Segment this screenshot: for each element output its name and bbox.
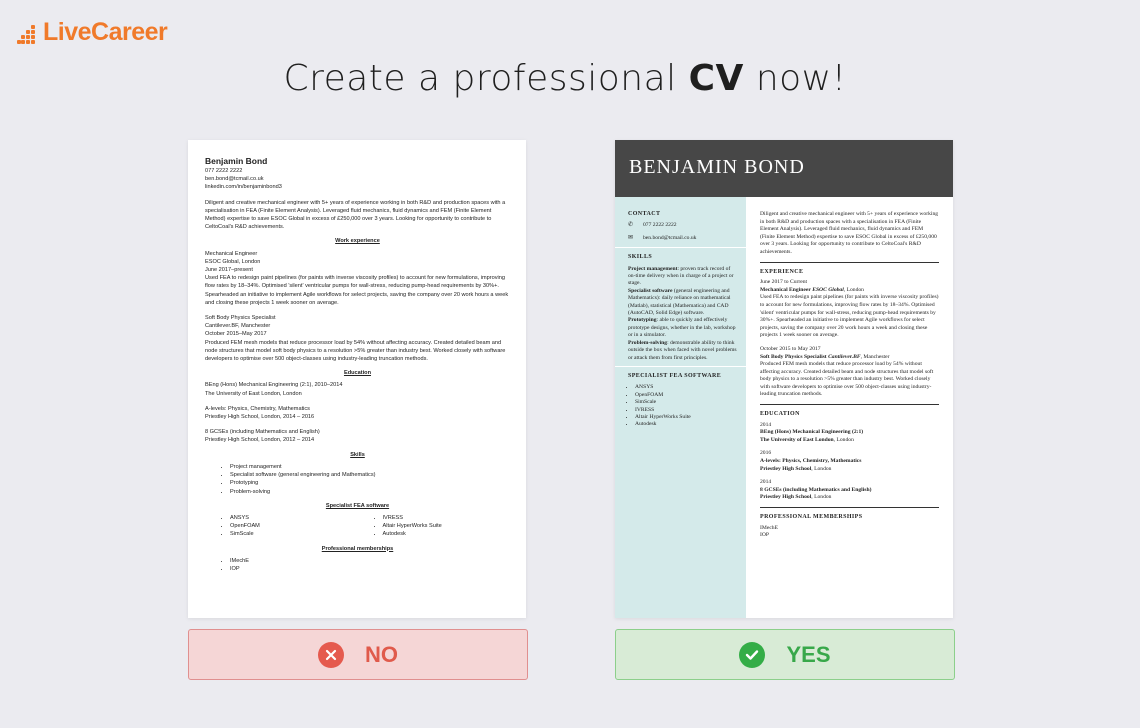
fea-list-left [205,514,358,539]
edu-school: The University of East London, London [760,436,854,443]
skill-entry: Project management: proven track record of on-time delivery when in charge of a project or stage. [628,265,734,287]
edu-line: Priestley High School, London, 2012 – 2014 [205,437,315,444]
no-label: NO [365,641,398,667]
list-item: • IVRESS [383,514,511,522]
edu-school: Priestley High School, London [760,494,832,501]
list-item: • Autodesk [383,530,511,538]
job-dates: October 2015–May 2017 [205,331,267,338]
edu-line: 8 GCSEs (including Mathematics and English) [205,429,320,436]
skill-entry: Specialist software (general engineering and Mathematics): daily reliance on mathematical (Matlab), statistical (Mathematica) and CAD (AutoCAD, Solid Edge) software. [628,287,731,317]
edu-school: Priestley High School, London [760,465,832,472]
job-title: Mechanical Engineer ESOC Global, London [760,286,864,293]
cv-summary: Diligent and creative mechanical engineer with 5+ years of experience working in both R&D and production spaces with a specialisation in FEA (Finite Element Analysis). Leveraged fluid mechanics, fluid dynamics and FEM (Finite Element Method) expertise to save ESOC Global in excess of £250,000 over 3 years. Looking for opportunity to contribute to CeltoCoal's R&D achievements. [205,199,506,231]
logo-mark-icon [17,21,39,45]
job-description: Produced FEM mesh models that reduce processor load by 54% without affecting accuracy. Created detailed beam and node structures that model soft body physics to a resolution >5% greater than industry best. Worked closely with software developers to optimise over 500 object-classes using industry-leading truncation methods. [760,361,934,398]
edu-degree: 8 GCSEs (including Mathematics and English) [760,486,872,493]
list-item: • IMechE [230,557,510,565]
job-description: Used FEA to redesign paint pipelines (for paints with inverse viscosity profiles) to account for new formulations, improving flow rates by 18–34%. Optimised 'silent' ventricular pumps for wall-stress, reducing pump-head requirements by 30%+. Spearheaded an initiative to implement Agile workflows for select projects, saving the company over 20 work hours a week and closing these projects 1 week sooner on average. [205,275,509,306]
cv-section-heading: Skills [350,451,365,458]
fea-list-right [358,514,511,539]
page-title: Create a professional CV now! [283,58,847,99]
list-item: • ANSYS [635,384,738,391]
edu-line: The University of East London, London [205,390,302,397]
list-item: • OpenFOAM [230,522,358,530]
job-dates: October 2015 to May 2017 [760,345,821,352]
cv-section-heading: PROFESSIONAL MEMBERSHIPS [760,514,863,520]
list-item: • Altair HyperWorks Suite [383,522,511,530]
cv-section-heading: SKILLS [628,254,653,261]
job-title: Mechanical Engineer [205,250,258,257]
edu-year: 2014 [760,421,772,428]
plain-cv-example [188,140,526,618]
job-description: Used FEA to redesign paint pipelines (for paints with inverse viscosity profiles) to account for new formulations, improving flow rates by 18–34%. Optimised 'silent' ventricular pumps for wall-stress, reducing pump-head requirements by 30%+. Spearheaded an initiative to implement Agile workflows for select projects, saving the company over 20 work hours a week and closing these projects 1 week sooner on average. [760,294,939,339]
cv-section-heading: SPECIALIST FEA SOFTWARE [628,372,722,379]
job-company: ESOC Global, London [205,258,261,265]
edu-line: BEng (Hons) Mechanical Engineering (2:1), 2010–2014 [205,382,343,389]
cv-main-column [746,197,953,618]
job-title: Soft Body Physics Specialist [205,315,276,322]
skill-entry: Prototyping: able to quickly and effectively prototype designs, whether in the lab, workshop or in a simulator. [628,317,736,339]
cv-section-heading: EXPERIENCE [760,268,804,275]
list-item: • IOP [230,565,510,573]
cv-linkedin: linkedin.com/in/benjaminbond3 [205,184,282,191]
membership-item: IOP [760,532,770,539]
check-icon [739,642,765,668]
email-icon: ✉ [628,234,634,241]
list-item: • Project management [230,463,510,471]
no-button[interactable] [188,629,528,680]
list-item: • Problem-solving [230,488,510,496]
cv-section-heading: EDUCATION [760,411,800,418]
job-description: Produced FEM mesh models that reduce processor load by 54% without affecting accuracy. Created detailed beam and node structures that model soft body physics to a resolution >5% greater than industry best. Worked closely with software developers to optimise over 500 object-classes using industry-leading truncation methods. [205,339,506,363]
list-item: • ANSYS [230,514,358,522]
edu-year: 2014 [760,479,772,486]
cv-sidebar [615,197,746,618]
logo-text: LiveCareer [43,18,168,46]
job-title: Soft Body Physics Specialist Cantilever.BF, Manchester [760,353,890,360]
cv-section-heading: Education [343,370,372,377]
list-item: • IVRESS [635,407,738,414]
cv-phone: 077 2222 2222 [205,168,243,174]
edu-year: 2016 [760,450,772,457]
list-item: • Autodesk [635,421,738,428]
edu-line: A-levels: Physics, Chemistry, Mathematics [205,405,310,412]
cv-summary: Diligent and creative mechanical engineer with 5+ years of experience working in both R&D and production spaces with a specialisation in FEA (Finite Element Analysis). Leveraged fluid mechanics, fluid dynamics and FEM (Finite Element Method) expertise to save ESOC Global in excess of £250,000 over 3 years. Looking for opportunity to contribute to CeltoCoal's R&D achievements. [760,211,939,255]
cv-section-heading: Work experience [335,238,380,245]
contact-phone: 077 2222 2222 [643,222,677,229]
job-dates: June 2017–present [205,267,253,274]
skill-entry: Problem-solving: demonstrable ability to think outside the box when faced with novel problems or attack them from first principles. [628,339,737,361]
cv-section-heading: Specialist FEA software [325,502,390,509]
edu-degree: A-levels: Physics, Chemistry, Mathematics [760,458,862,465]
close-icon [318,642,344,668]
membership-item: IMechE [760,524,779,531]
cv-section-heading: Professional memberships [321,545,394,552]
designed-cv-example [615,140,953,618]
edu-line: Priestley High School, London, 2014 – 2016 [205,414,315,421]
skills-list [205,463,510,496]
cv-email: ben.bond@tcmail.co.uk [205,176,264,183]
contact-email: ben.bond@tcmail.co.uk [643,234,697,241]
memberships-list [205,557,510,573]
job-dates: June 2017 to Current [760,279,808,286]
list-item: • SimScale [635,399,738,406]
fea-list [628,384,738,428]
list-item: • Specialist software (general engineering and Mathematics) [230,471,510,479]
list-item: • OpenFOAM [635,392,738,399]
edu-degree: BEng (Hons) Mechanical Engineering (2:1) [760,429,864,436]
cv-name: Benjamin Bond [205,156,268,166]
list-item: • Prototyping [230,479,510,487]
list-item: • SimScale [230,530,358,538]
yes-button[interactable] [615,629,955,680]
livecareer-logo[interactable] [17,18,167,47]
yes-label: YES [786,641,831,667]
cv-section-heading: CONTACT [628,211,661,217]
list-item: • Altair HyperWorks Suite [635,414,738,421]
cv-name-header: BENJAMIN BOND [615,140,953,197]
job-company: Cantilever.BF, Manchester [205,323,271,330]
phone-icon: ✆ [628,222,634,229]
